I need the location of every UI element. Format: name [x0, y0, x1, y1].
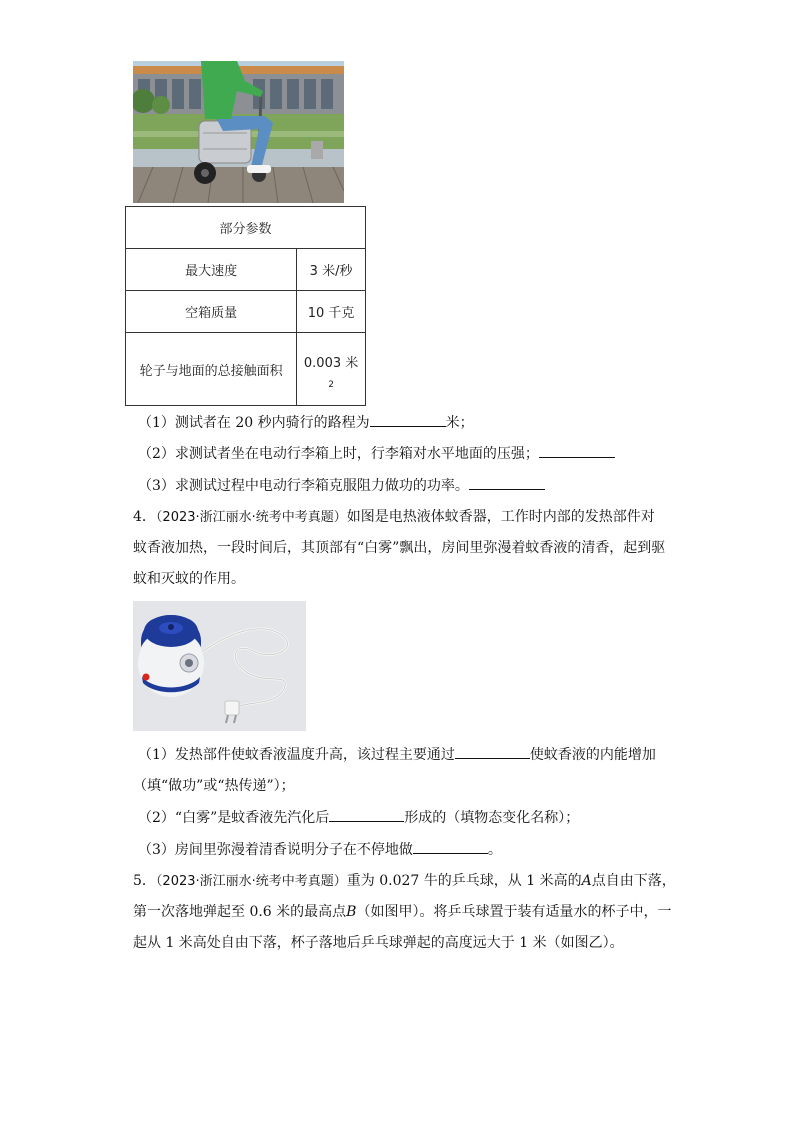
question-number: 4． — [133, 509, 156, 525]
q4-sub2-text-after: 形成的（填物态变化名称）； — [404, 810, 580, 826]
q5-stem-line2 — [133, 902, 671, 922]
q3-sub1 — [138, 413, 474, 433]
question-source: （2023·浙江丽水·统考中考真题） — [155, 874, 347, 889]
area-value: 0.003 米 — [303, 356, 359, 371]
question-source: （2023·浙江丽水·统考中考真题） — [155, 510, 347, 525]
point-b-label: B — [346, 904, 357, 920]
q4-sub1-text: （1）发热部件使蚊香液温度升高，该过程主要通过 — [138, 747, 455, 763]
point-a-label: A — [581, 873, 592, 889]
table-cell-value — [297, 333, 366, 406]
q4-stem-text: 如图是电热液体蚊香器，工作时内部的发热部件对 — [346, 509, 655, 525]
q4-sub1-text-after: 使蚊香液的内能增加 — [529, 747, 656, 763]
q4-sub3-text-after: 。 — [487, 842, 502, 858]
q5-stem-line1 — [133, 871, 676, 892]
table-header-row — [126, 207, 366, 249]
q5-stem-text: 点自由下落， — [591, 873, 676, 889]
table-cell-value: 10 千克 — [297, 291, 366, 333]
q4-sub1-cont: （填“做功”或“热传递”）； — [133, 778, 295, 794]
q5-stem-line3: 起从 1 米高处自由下落，杯子落地后乒乓球弹起的高度远大于 1 米（如图乙）。 — [133, 935, 624, 951]
q4-sub1 — [138, 745, 656, 765]
area-unit-exponent: 2 — [328, 380, 334, 390]
answer-blank[interactable] — [413, 840, 488, 854]
table-row — [126, 291, 366, 333]
q3-sub3 — [138, 476, 545, 496]
answer-blank[interactable] — [539, 444, 615, 458]
electric-suitcase-photo — [133, 61, 344, 203]
table-row — [126, 249, 366, 291]
q4-stem-line1 — [133, 507, 655, 528]
table-cell-label: 空箱质量 — [126, 291, 297, 333]
q3-sub1-unit: 米； — [445, 415, 474, 431]
q4-stem-line2: 蚊香液加热，一段时间后，其顶部有“白雾”飘出，房间里弥漫着蚊香液的清香，起到驱 — [133, 540, 666, 556]
q3-sub1-text: （1）测试者在 20 秒内骑行的路程为 — [138, 415, 370, 431]
question-number: 5． — [133, 873, 156, 889]
table-cell-label: 最大速度 — [126, 249, 297, 291]
table-cell-value: 3 米/秒 — [297, 249, 366, 291]
q5-stem-text: 重为 0.027 牛的乒乓球，从 1 米高的 — [346, 873, 582, 889]
q3-sub3-text: （3）求测试过程中电动行李箱克服阻力做功的功率。 — [138, 478, 469, 494]
answer-blank[interactable] — [469, 476, 545, 490]
answer-blank[interactable] — [455, 745, 530, 759]
q5-stem-text: 第一次落地弹起至 0.6 米的最高点 — [133, 904, 347, 920]
q4-sub2-text: （2）“白雾”是蚊香液先汽化后 — [138, 810, 330, 826]
answer-blank[interactable] — [329, 808, 404, 822]
q4-sub3-text: （3）房间里弥漫着清香说明分子在不停地做 — [138, 842, 413, 858]
table-row — [126, 333, 366, 406]
q3-sub2-text: （2）求测试者坐在电动行李箱上时，行李箱对水平地面的压强； — [138, 446, 539, 462]
q4-sub3 — [138, 840, 502, 860]
table-header: 部分参数 — [126, 207, 366, 249]
q4-stem-line3: 蚊和灭蚊的作用。 — [133, 571, 245, 587]
q4-sub2 — [138, 808, 579, 828]
parameter-table — [125, 206, 366, 406]
answer-blank[interactable] — [370, 413, 446, 427]
table-cell-label: 轮子与地面的总接触面积 — [126, 333, 297, 406]
mosquito-heater-photo — [133, 601, 306, 731]
q5-stem-text: （如图甲）。将乒乓球置于装有适量水的杯子中，一 — [356, 904, 672, 920]
q3-sub2 — [138, 444, 615, 464]
